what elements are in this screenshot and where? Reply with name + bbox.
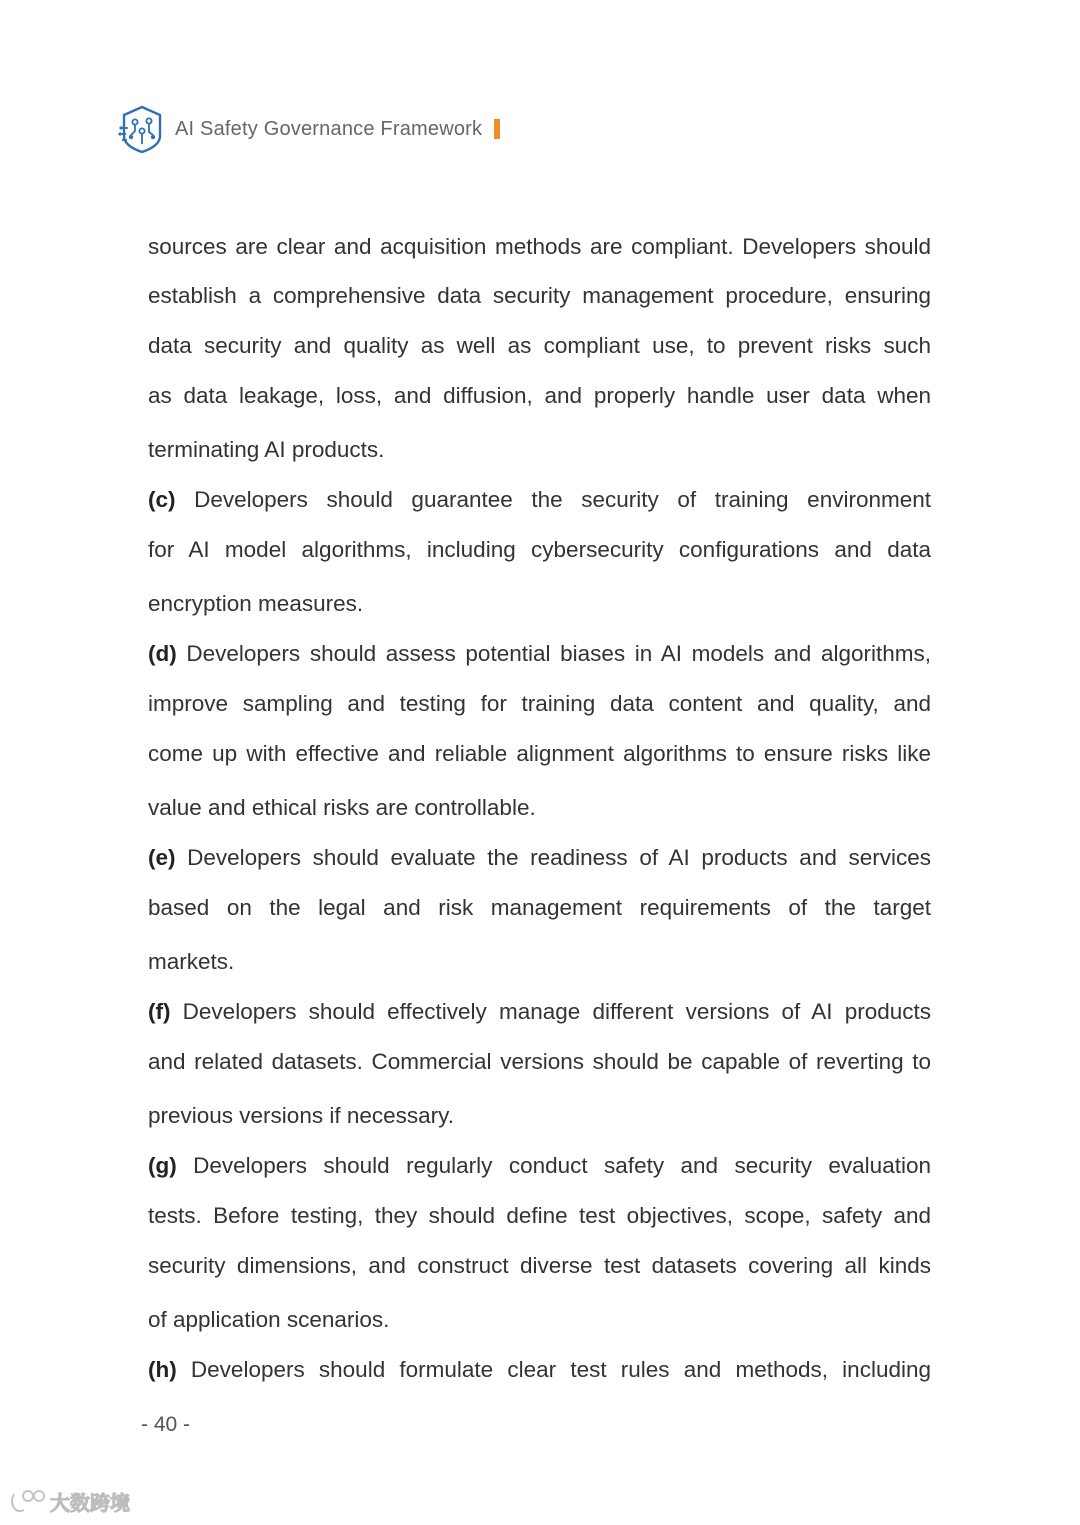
text-line [148, 1141, 931, 1191]
text-line: value and ethical risks are controllable. [148, 795, 536, 820]
text-line: data security and quality as well as compliant use, to prevent risks such [148, 333, 931, 358]
paragraph-e [148, 833, 931, 987]
line-text: Developers should formulate clear test rules and methods, including [176, 1357, 931, 1382]
line-text: Developers should evaluate the readiness of AI products and services [175, 845, 931, 870]
text-line: based on the legal and risk management requirements of the target [148, 895, 931, 920]
item-label: (f) [148, 999, 171, 1024]
line-text: Developers should regularly conduct safety and security evaluation [176, 1153, 931, 1178]
paragraph-g [148, 1141, 931, 1345]
paragraph-h [148, 1345, 931, 1395]
item-label: (e) [148, 845, 176, 870]
item-label: (g) [148, 1153, 177, 1178]
text-line: improve sampling and testing for training data content and quality, and [148, 691, 931, 716]
text-line [148, 1345, 931, 1395]
item-label: (d) [148, 641, 177, 666]
text-line: as data leakage, loss, and diffusion, and properly handle user data when [148, 383, 931, 408]
text-line: for AI model algorithms, including cybersecurity configurations and data [148, 537, 931, 562]
circuit-shield-icon [118, 104, 166, 154]
page-header [118, 104, 500, 154]
text-line [148, 629, 931, 679]
paragraph-d [148, 629, 931, 833]
text-line: previous versions if necessary. [148, 1103, 454, 1128]
text-line [148, 475, 931, 525]
line-text: Developers should assess potential biases in AI models and algorithms, [176, 641, 931, 666]
watermark [8, 1486, 130, 1516]
item-label: (h) [148, 1357, 177, 1382]
text-line: terminating AI products. [148, 437, 385, 462]
text-line: establish a comprehensive data security management procedure, ensuring [148, 283, 931, 308]
document-body [148, 224, 931, 1395]
header-accent-bar [494, 119, 500, 139]
text-line: encryption measures. [148, 591, 364, 616]
paragraph [148, 224, 931, 475]
text-line: markets. [148, 949, 235, 974]
paragraph-f [148, 987, 931, 1141]
text-line: come up with effective and reliable alignment algorithms to ensure risks like [148, 741, 931, 766]
watermark-text: 大数跨境 [50, 1490, 130, 1515]
page-number: - 40 - [141, 1413, 191, 1436]
item-label: (c) [148, 487, 176, 512]
paragraph-c [148, 475, 931, 629]
document-title: AI Safety Governance Framework [175, 117, 483, 140]
text-line: security dimensions, and construct diverse test datasets covering all kinds [148, 1253, 931, 1278]
brand-logo-icon [8, 1486, 48, 1516]
text-line: tests. Before testing, they should define test objectives, scope, safety and [148, 1203, 931, 1228]
text-line [148, 833, 931, 883]
text-line: sources are clear and acquisition methods are compliant. Developers should [148, 234, 931, 259]
text-line: and related datasets. Commercial versions should be capable of reverting to [148, 1049, 931, 1074]
text-line: of application scenarios. [148, 1307, 390, 1332]
line-text: Developers should guarantee the security of training environment [175, 487, 931, 512]
line-text: Developers should effectively manage different versions of AI products [170, 999, 931, 1024]
text-line [148, 987, 931, 1037]
